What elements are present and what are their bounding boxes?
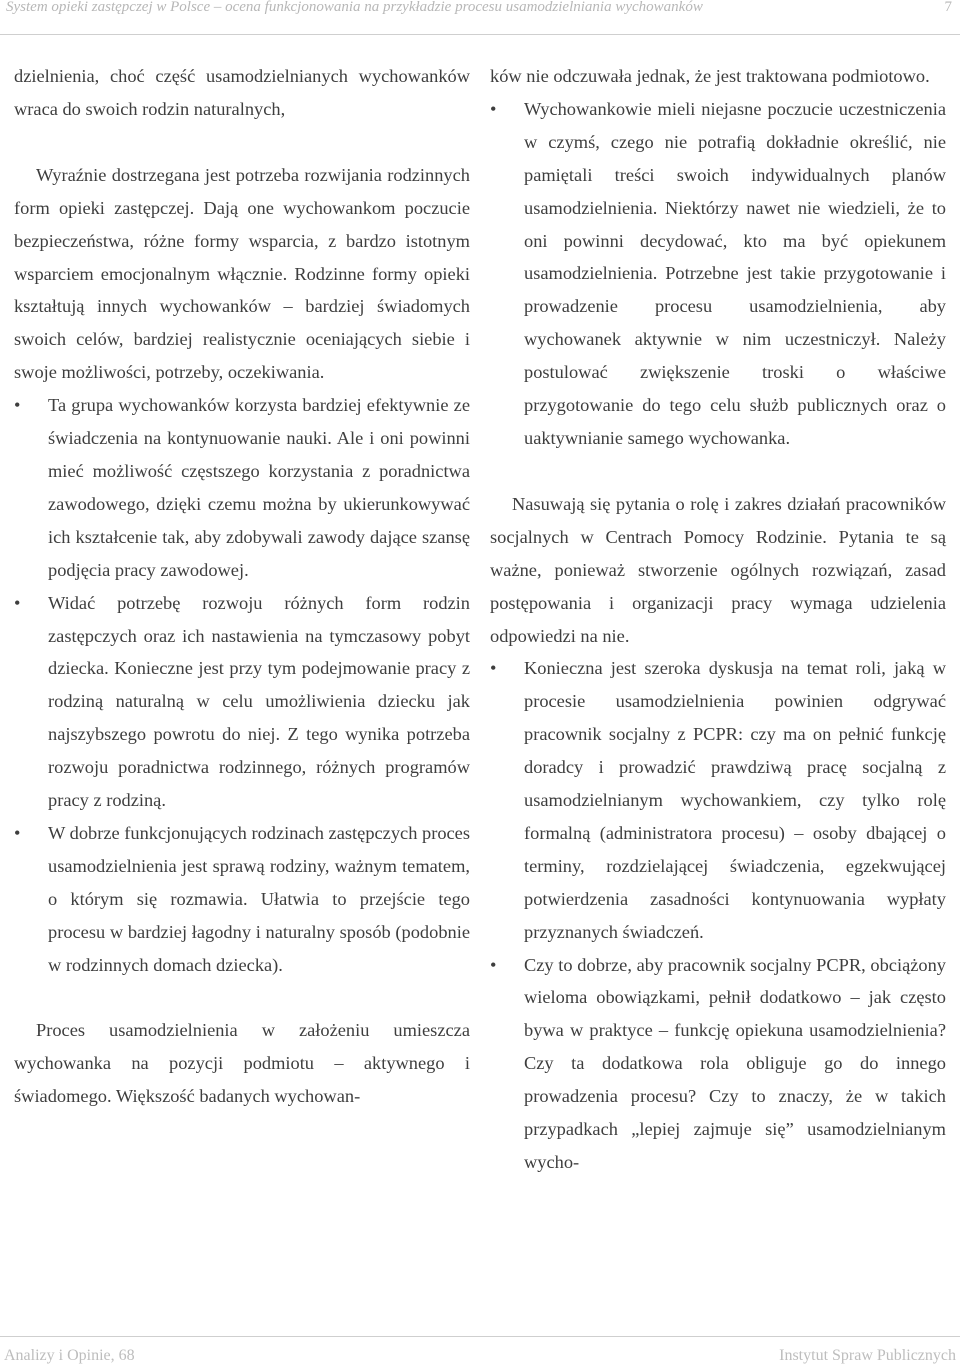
list-item bbox=[490, 93, 946, 455]
bullet-icon: • bbox=[14, 822, 21, 843]
list-item-text: Ta grupa wychowanków korzysta bardziej efektywnie ze świadczenia na kontynuowanie nauki. Ale i oni powinni mieć możliwość częstszego korzystania z poradnictwa zawodowego, dzięki czemu można by ukierunkowywać ich kształcenie tak, aby zdobywali zawody dające szansę podjęcia pracy zawodowej. bbox=[48, 395, 470, 580]
list-item-text: Widać potrzebę rozwoju różnych form rodzin zastępczych oraz ich nastawienia na tymczasowy pobyt dziecka. Konieczne jest przy tym podejmowanie pracy z rodziną naturalną w celu umożliwienia dziecku jak najszybszego powrotu do niej. Z tego wynika potrzeba rozwoju poradnictwa rodzinnego, różnych programów pracy z rodziną. bbox=[48, 592, 470, 811]
page-number: 7 bbox=[944, 0, 952, 15]
bullet-icon: • bbox=[490, 98, 497, 119]
publication-series: Analizy i Opinie, 68 bbox=[4, 1347, 135, 1364]
continuation-paragraph: ków nie odczuwała jednak, że jest traktowana podmiotowo. bbox=[490, 66, 930, 86]
page-header bbox=[0, 0, 960, 35]
list-item bbox=[490, 652, 946, 948]
paragraph-3: Nasuwają się pytania o rolę i zakres działań pracowników socjalnych w Centrach Pomocy Rodzinie. Pytania te są ważne, ponieważ stworzenie ogólnych rozwiązań, zasad postępowania i organizacji pracy wymaga udzielenia odpowiedzi na nie. bbox=[490, 493, 946, 646]
intro-paragraph: dzielnienia, choć część usamodzielnianych wychowanków wraca do swoich rodzin naturalnych, bbox=[14, 66, 470, 119]
list-item-text: Wychowankowie mieli niejasne poczucie uczestniczenia w czymś, czego nie potrafią dokładnie określić, nie pamiętali treści swoich indywidualnych planów usamodzielnienia. Niektórzy nawet nie wiedzieli, że to oni powinni decydować, kto ma być opiekunem usamodzielnienia. Potrzebne jest takie przygotowanie i prowadzenie procesu usamodzielnienia, aby wychowanek aktywnie w nim uczestniczył. Należy postulować zwiększenie troski o właściwe przygotowanie do tego celu służb publicznych oraz o uaktywnianie samego wychowanka. bbox=[524, 98, 946, 448]
bullet-icon: • bbox=[490, 658, 497, 679]
publisher-name: Instytut Spraw Publicznych bbox=[779, 1347, 956, 1364]
right-column bbox=[490, 60, 946, 1179]
right-bullet-list-1 bbox=[490, 93, 946, 455]
list-item bbox=[14, 587, 470, 817]
list-item bbox=[14, 817, 470, 982]
bullet-icon: • bbox=[14, 592, 21, 613]
list-item bbox=[490, 949, 946, 1179]
left-column bbox=[14, 60, 470, 1113]
list-item-text: Czy to dobrze, aby pracownik socjalny PCPR, obciążony wieloma obowiązkami, pełnił dodatkowo – jak często bywa w praktyce – funkcję opiekuna usamodzielnienia? Czy ta dodatkowa rola obliguje go do innego prowadzenia procesu? Czy to znaczy, że w takich przypadkach „lepiej zajmuje się” usamodzielnianym wycho- bbox=[524, 954, 946, 1172]
bullet-icon: • bbox=[14, 395, 21, 416]
list-item bbox=[14, 389, 470, 586]
list-item-text: W dobrze funkcjonujących rodzinach zastępczych proces usamodzielnienia jest sprawą rodziny, ważnym tematem, o którym się rozmawia. Ułatwia to przejście tego procesu w bardziej łagodny i naturalny sposób (podobnie w rodzinnych domach dziecka). bbox=[48, 822, 470, 975]
list-item-text: Konieczna jest szeroka dyskusja na temat roli, jaką w procesie usamodzielnienia powinien odgrywać pracownik socjalny z PCPR: czy ma on pełnić funkcję doradcy i prowadzić prawdziwą pracę socjalną z usamodzielnianym wychowankiem, czy tylko rolę formalną (administratora procesu) – osoby dbającej o terminy, rozdzielającej świadczenia, egzekwującej potwierdzenia zasadności kontynuowania wypłaty przyznanych świadczeń. bbox=[524, 658, 946, 942]
left-bullet-list bbox=[14, 389, 470, 981]
running-title: System opieki zastępczej w Polsce – ocena funkcjonowania na przykładzie procesu usamodzielniania wychowanków bbox=[6, 0, 703, 15]
right-bullet-list-2 bbox=[490, 652, 946, 1179]
page-footer bbox=[0, 1336, 960, 1371]
bullet-icon: • bbox=[490, 954, 497, 975]
paragraph-1: Wyraźnie dostrzegana jest potrzeba rozwijania rodzinnych form opieki zastępczej. Dają one wychowankom poczucie bezpieczeństwa, różne formy wsparcia, z bardzo istotnym wsparciem emocjonalnym włącznie. Rodzinne formy opieki kształtują innych wychowanków – bardziej świadomych swoich celów, bardziej realistycznie oceniających siebie i swoje możliwości, potrzeby, oczekiwania. bbox=[14, 164, 470, 383]
paragraph-2: Proces usamodzielnienia w założeniu umieszcza wychowanka na pozycji podmiotu – aktywnego i świadomego. Większość badanych wychowan- bbox=[14, 1020, 470, 1107]
